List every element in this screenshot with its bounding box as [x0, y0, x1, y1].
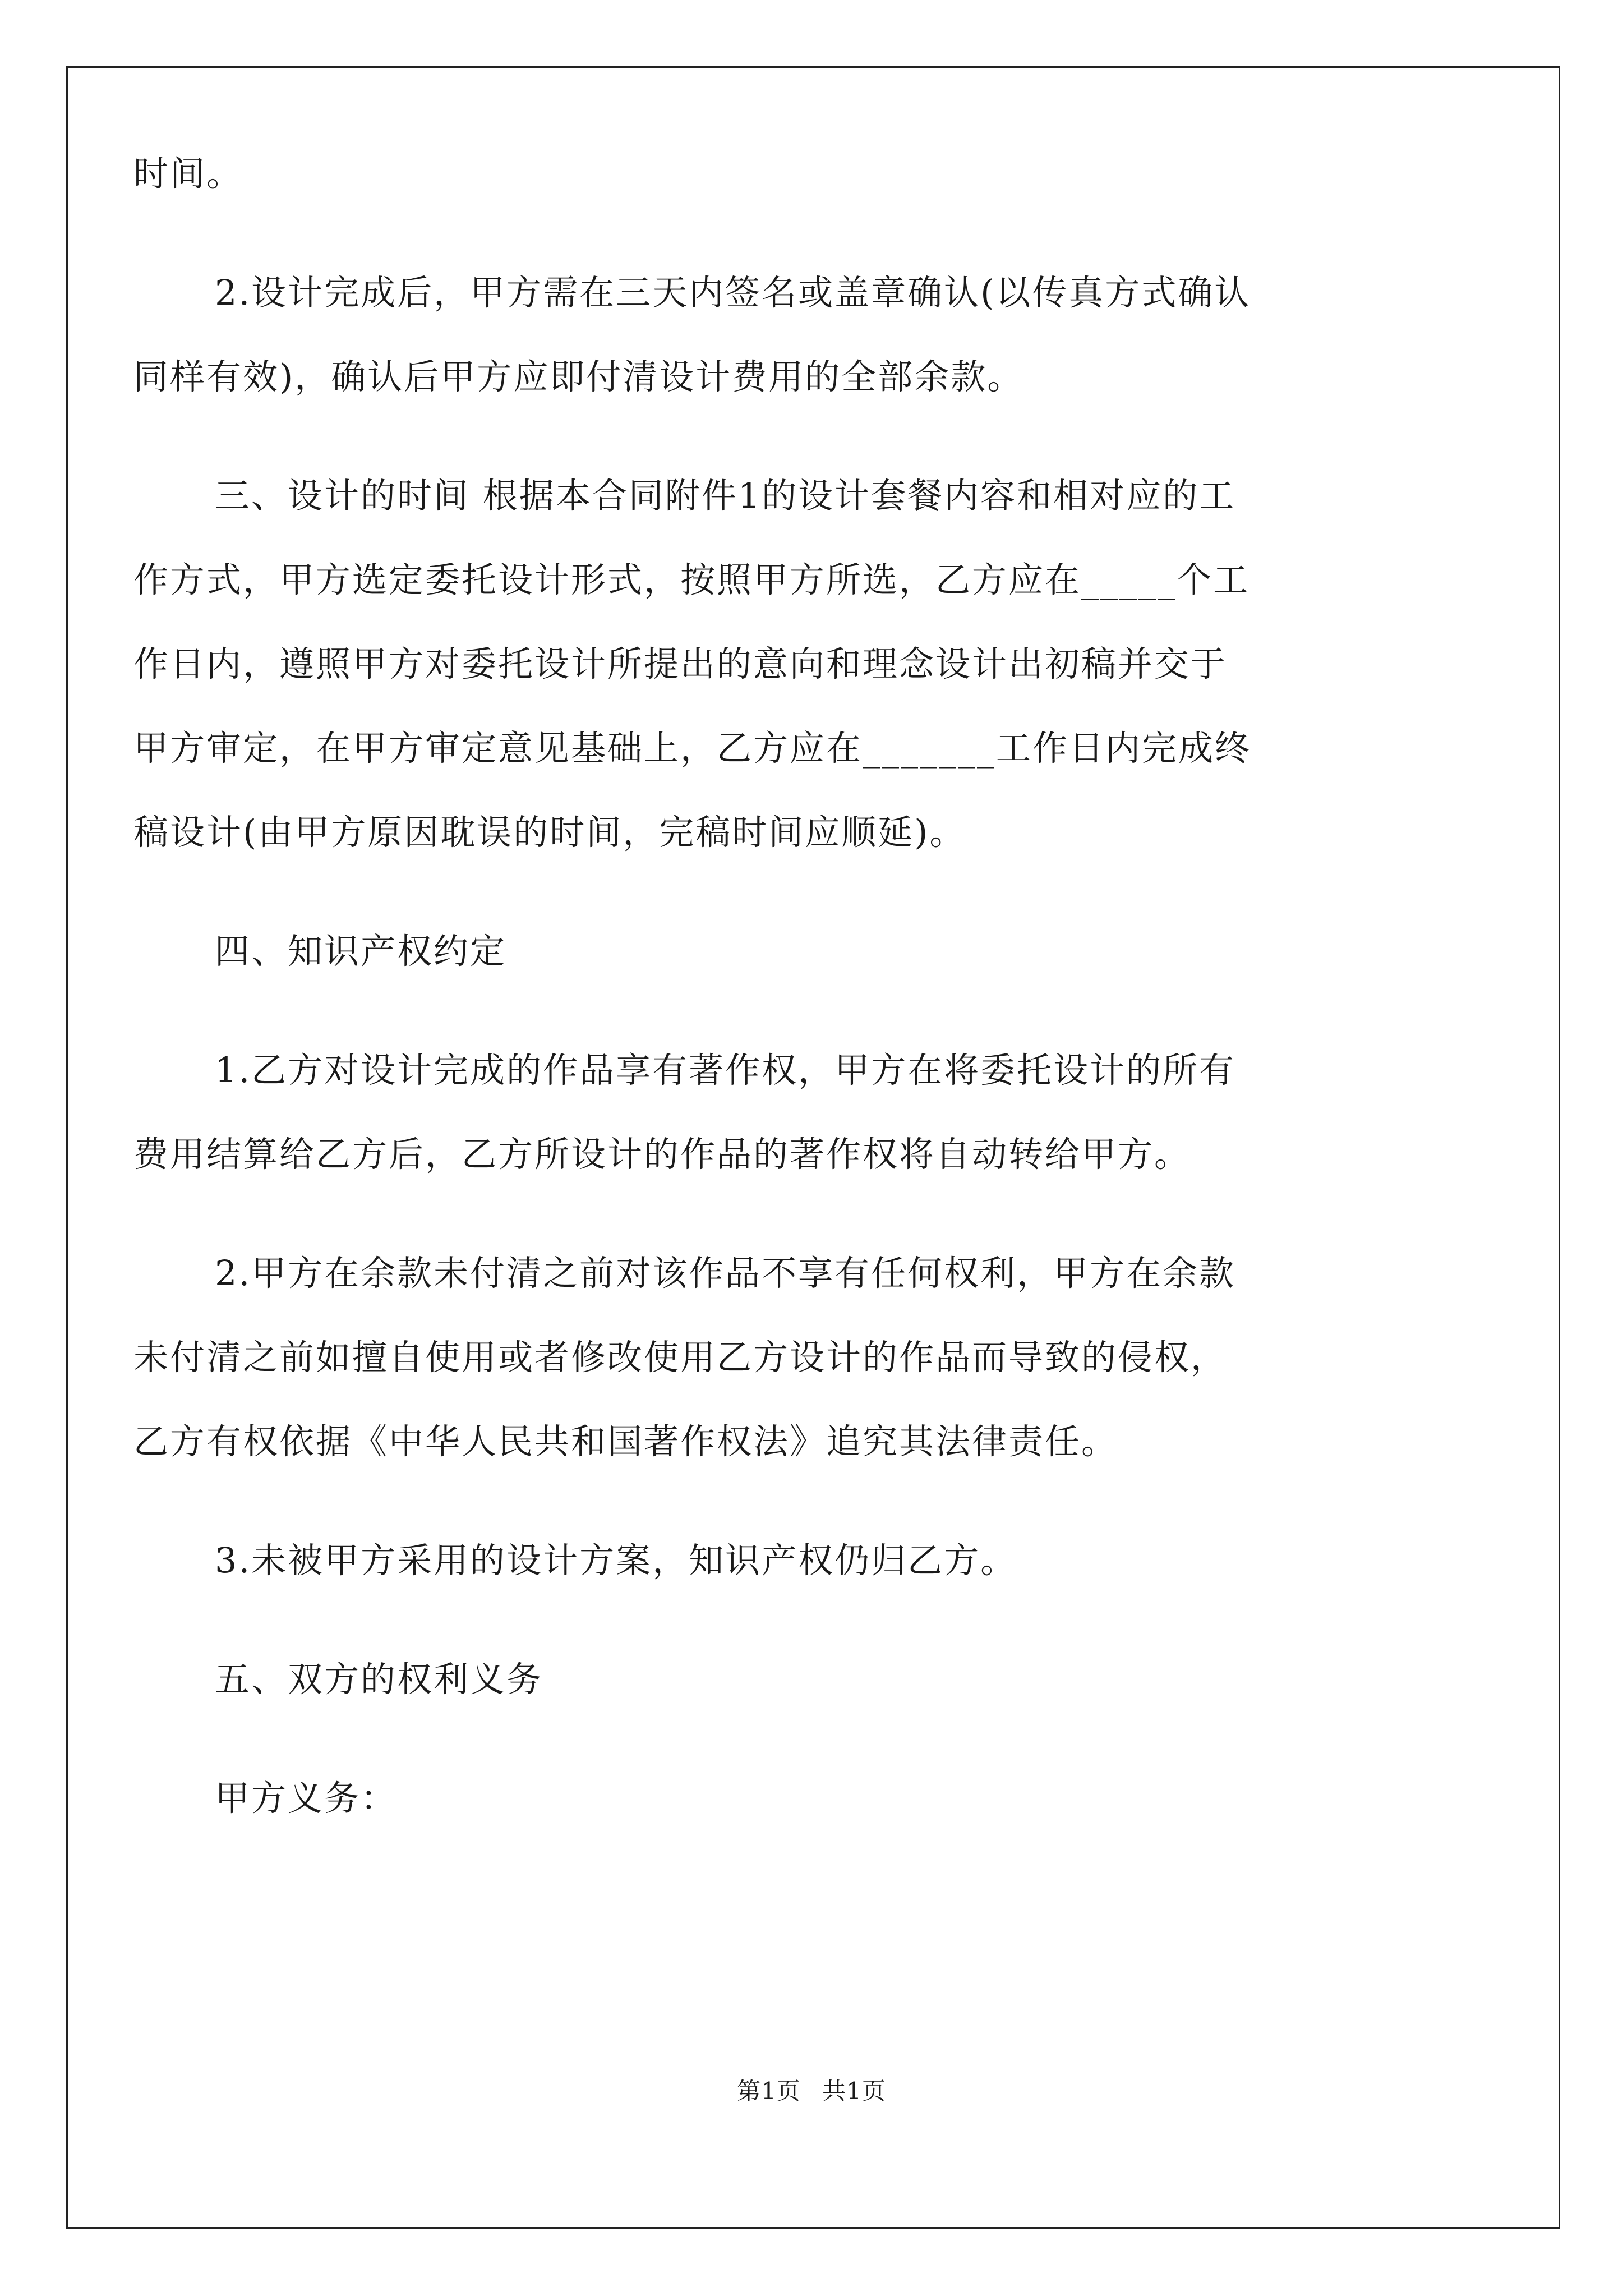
text-line: 甲方义务：: [215, 1778, 398, 1819]
text-line: 1.乙方对设计完成的作品享有著作权，甲方在将委托设计的所有: [215, 1050, 1236, 1091]
text-line: 稿设计(由甲方原因耽误的时间，完稿时间应顺延)。: [133, 812, 966, 853]
text-line: 乙方有权依据《中华人民共和国著作权法》追究其法律责任。: [133, 1421, 1118, 1462]
text-line: 甲方审定，在甲方审定意见基础上，乙方应在_______工作日内完成终: [133, 728, 1252, 769]
page-number: 第1页: [737, 2077, 801, 2105]
text-line: 三、设计的时间 根据本合同附件1的设计套餐内容和相对应的工: [215, 475, 1236, 516]
text-line: 2.甲方在余款未付清之前对该作品不享有任何权利，甲方在余款: [215, 1253, 1236, 1294]
text-line: 2.设计完成后，甲方需在三天内签名或盖章确认(以传真方式确认: [215, 272, 1251, 313]
text-line: 作日内，遵照甲方对委托设计所提出的意向和理念设计出初稿并交于: [133, 643, 1228, 684]
page-total: 共1页: [822, 2077, 886, 2105]
text-line: 时间。: [133, 153, 243, 194]
text-line: 费用结算给乙方后，乙方所设计的作品的著作权将自动转给甲方。: [133, 1134, 1191, 1175]
section-heading: 四、知识产权约定: [215, 931, 507, 972]
text-line: 未付清之前如擅自使用或者修改使用乙方设计的作品而导致的侵权，: [133, 1337, 1228, 1378]
text-line: 3.未被甲方采用的设计方案，知识产权仍归乙方。: [215, 1540, 1017, 1581]
page-footer: [0, 2073, 1623, 2106]
text-line: 同样有效)，确认后甲方应即付清设计费用的全部余款。: [133, 356, 1024, 397]
text-line: 作方式，甲方选定委托设计形式，按照甲方所选，乙方应在_____个工: [133, 559, 1250, 600]
section-heading: 五、双方的权利义务: [215, 1659, 543, 1700]
